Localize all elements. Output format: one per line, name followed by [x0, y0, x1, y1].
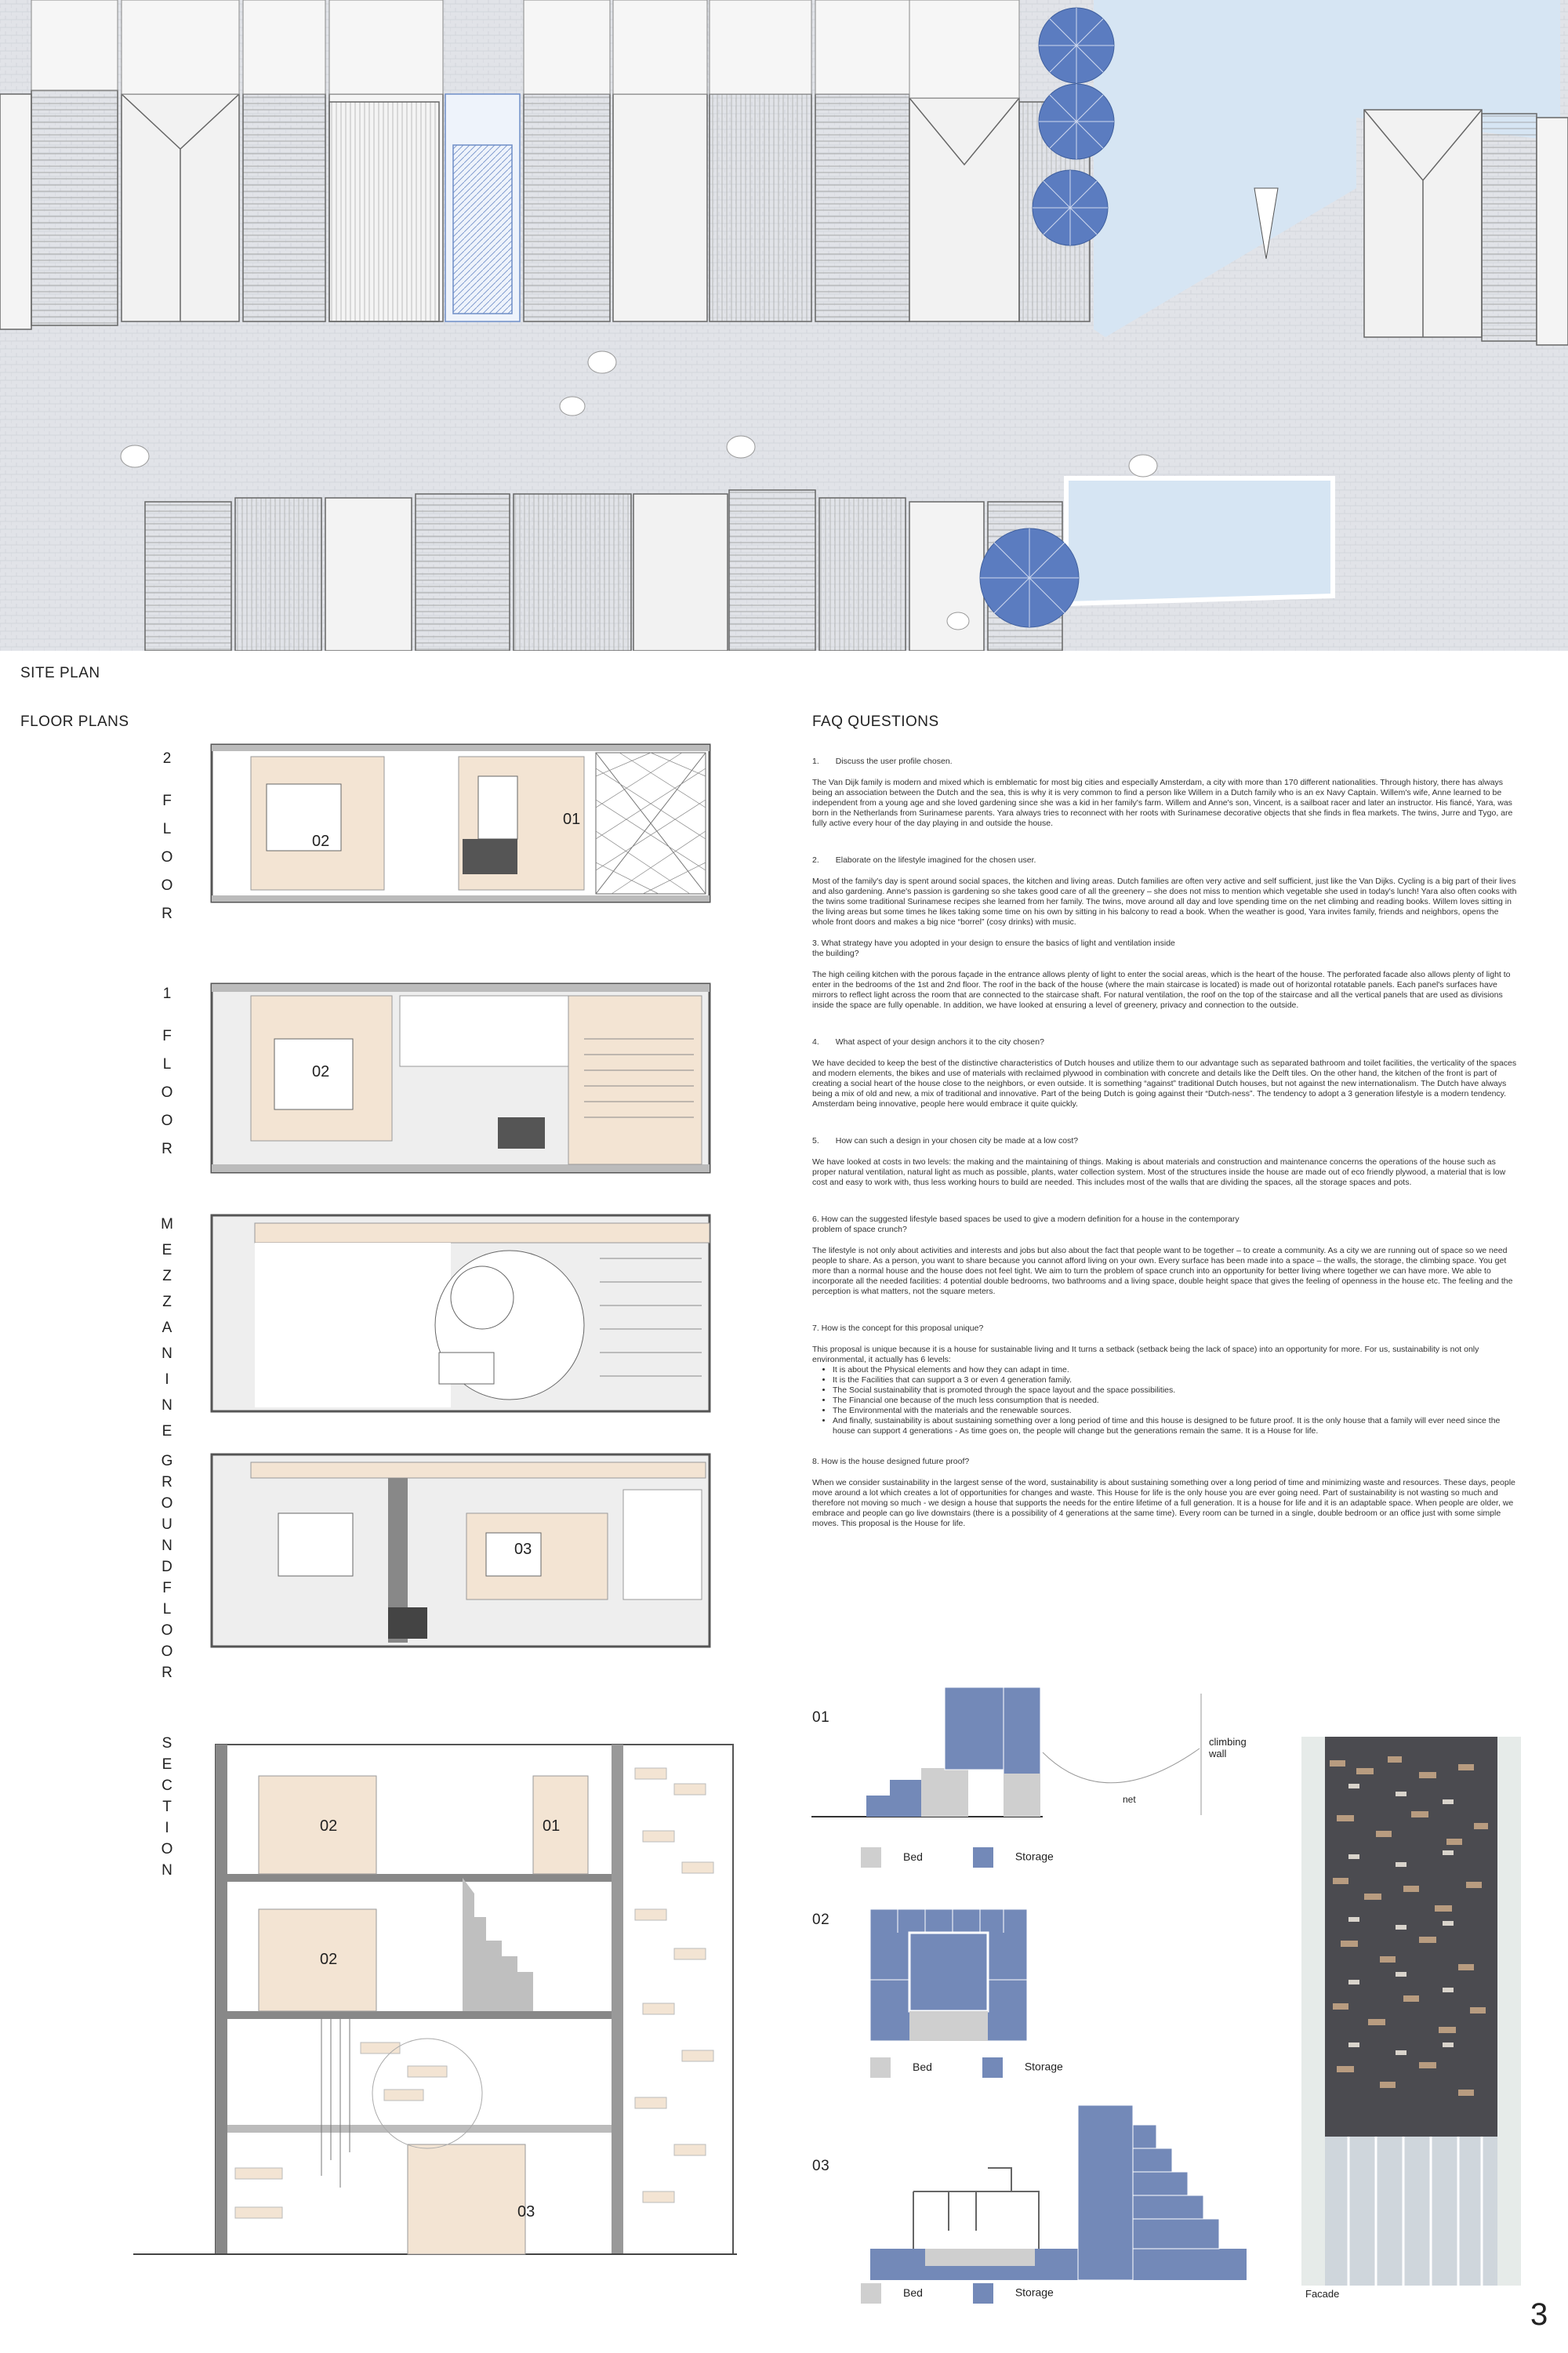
- floor-label-ground: G R O U N D F L O O R: [161, 1453, 173, 1681]
- faq-answer: This proposal is unique because it is a house for sustainable living and It turns a setback (setback being the lack of space) into an opportunity for more. For us, sustainability is not only environmental, it actually has 6 levels:: [812, 1345, 1479, 1364]
- list-item: • The Financial one because of the much less consumption that is needed.: [833, 1396, 1518, 1406]
- climbing-wall-label: climbing wall: [1209, 1736, 1247, 1759]
- faq-item-4: [812, 1037, 1518, 1109]
- floor-plan-mezzanine: [208, 1211, 713, 1419]
- bed-swatch: [861, 1847, 881, 1868]
- floor-label-mezzanine: M E Z Z A N I N E: [161, 1216, 173, 1440]
- section-room-01: 01: [543, 1817, 561, 1835]
- legend-02: Bed Storage: [870, 2057, 1063, 2078]
- faq-question: 1. Discuss the user profile chosen.: [812, 757, 953, 766]
- faq-question: 2. Elaborate on the lifestyle imagined for the chosen user.: [812, 855, 1036, 865]
- legend-01: Bed Storage: [861, 1847, 1054, 1868]
- faq-answer: We have decided to keep the best of the distinctive characteristics of Dutch houses and utilize them to our advantage such as separated bathroom and toilet facilities, the verticality of the spaces and modern elements, the bikes and use of materials with reclaimed plywood in combination with concrete and details like the Delft tiles. On the other hand, the kitchen of the front is part of creating a social heart of the house close to the neighbors, or even outside. It is something “against” traditional Dutch houses, but not against the new internationalism. The Dutch have always being a mix of old and new, a mix of traditional and innovative. Part of the being Dutch is going against their “Dutch-ness”. The tendency to adopt a 3 generation lifestyle is a modern tendency. Amsterdam being innovative, people here would embrace it quite quickly.: [812, 1058, 1517, 1109]
- room-02: 02: [312, 833, 330, 850]
- section-room-02-mid: 02: [320, 1951, 338, 1968]
- faq-question: 3. What strategy have you adopted in your design to ensure the basics of light and ventilation inside the building?: [812, 939, 1175, 958]
- faq-item-1: [812, 757, 1518, 829]
- faq-question: 7. How is the concept for this proposal unique?: [812, 1324, 984, 1333]
- floor-plan-ground: [208, 1451, 713, 1650]
- faq-item-2: [812, 855, 1518, 928]
- list-item: • It is the Facilities that can support a 3 or even 4 generation family.: [833, 1375, 1518, 1385]
- faq-title: FAQ QUESTIONS: [812, 714, 939, 730]
- list-item: • It is about the Physical elements and how they can adapt in time.: [833, 1365, 1518, 1375]
- list-item: • The Social sustainability that is promoted through the space layout and the space possibilities.: [833, 1385, 1518, 1396]
- faq-item-7: [812, 1324, 1518, 1436]
- list-item: • And finally, sustainability is about sustaining something over a long period of time and this house is designed to be future proof. It is the only house that a family will ever need since the house can support 4 generations - As time goes on, the people will change but the generations remain the same. It is a House for life.: [833, 1416, 1518, 1436]
- faq-answer: The Van Dijk family is modern and mixed which is emblematic for most big cities and especially Amsterdam, a city with more than 170 different nationalities. Through history, there has always being an association between the Dutch and the sea, this is why it is very common to find a person like Willem in a Dutch family who is an ex Navy Captain. Willem's wife, Anne learned to be independent from a young age and she loved gardening since she was a kid in her family's farm. Willem and Anne's son, Vincent, is a sailboat racer and later an instructor. His fiancé, Yara, was born in the Netherlands from Surinamese parents. Yara always tries to reconnect with her roots with Surinamese decorative objects that she finds in flea markets. The twins, Jurre and Tygo, are fully active every hour of the day playing in and outside the house.: [812, 778, 1513, 828]
- diagram-num-02: 02: [812, 1912, 830, 1928]
- faq-item-8: [812, 1457, 1518, 1529]
- legend-03: Bed Storage: [861, 2283, 1054, 2304]
- floor-label-2: 2 F L O O R: [161, 750, 173, 922]
- faq-item-5: [812, 1136, 1518, 1188]
- storage-diagram-02: [862, 1901, 1035, 2043]
- diagram-num-03: 03: [812, 2158, 830, 2174]
- net-label: net: [1123, 1794, 1136, 1805]
- floor-plan-2: [208, 729, 713, 917]
- faq-question: 5. How can such a design in your chosen city be made at a low cost?: [812, 1136, 1079, 1146]
- faq-item-6: [812, 1215, 1518, 1297]
- sustainability-list: [812, 1365, 1518, 1436]
- section-room-03: 03: [517, 2203, 535, 2220]
- faq-answer: When we consider sustainability in the largest sense of the word, sustainability is about sustaining something over a long period of time and minimizing waste and resources. These days, people move around a lot which creates a lot of opportunities for changes and waste. This House for life is the only house you are ever going need. Part of sustainability is not wasting so much and therefore not moving so much - we design a house that supports the needs for the entire lifetime of a full generation. It is a house for life and it is an adaptable space. When people are older, we embrace and people can go live downstairs (there is a possibility of 4 generations at the same time). Every room can be turned in a single, double bedroom or an office just with some simple moves. This proposal is the House for life.: [812, 1478, 1515, 1528]
- page-number: 3: [1530, 2297, 1548, 2332]
- faq-question: 4. What aspect of your design anchors it to the city chosen?: [812, 1037, 1044, 1047]
- faq-item-3: [812, 939, 1518, 1011]
- section-label: S E C T I O N: [161, 1735, 173, 1879]
- faq-question: 8. How is the house designed future proof?: [812, 1457, 970, 1466]
- section-drawing: [125, 1737, 745, 2266]
- faq-answer: We have looked at costs in two levels: the making and the maintaining of things. Making is about materials and construction and maintenance concerns the operations of the house such as proper natural ventilation, natural light as much as possible, plants, water collection system. Most of the structures inside the house are made out of eco friendly plywood, a material that is low cost and easy to work with, thus less working hours to build are needed. This includes most of the walls that are dividing the spaces, all the storage spaces and pots.: [812, 1157, 1506, 1187]
- faq-section: [812, 757, 1518, 1556]
- diagram-num-01: 01: [812, 1709, 830, 1726]
- faq-answer: The lifestyle is not only about activities and interests and jobs but also about the fact that people want to be together – to create a community. As a city we are running out of space so we need people to share. As a person, you want to share because you cannot afford living on your own. Every surface has been made into a space – the walls, the storage, the climbing space. You get more than a normal house and the house does not feel tight. We aim to turn the problem of space crunch into an opportunity for better living where together we can have more. We able to incorporate all the needed facilities: 4 potential double bedrooms, two bathrooms and a living space, double height space that gives the feeling of openness in the house etc. The feeling and the perception is what matters, not the square meters.: [812, 1246, 1513, 1296]
- room-03: 03: [514, 1541, 532, 1558]
- floor-label-1: 1 F L O O R: [161, 986, 173, 1157]
- faq-answer: Most of the family's day is spent around social spaces, the kitchen and living areas. Dutch families are often very active and self sufficient, just like the Van Dijks. Cycling is a big part of their lives and also gardening. Anne's passion is gardening so she takes good care of all the greenery – she does not miss to mention which vegetable she used in today's lunch! Yara also often cooks with the twins some traditional Surinamese recipes she learned from her family. The twins, move around all day and love spending time on the net climbing and reading books. Willem loves sitting in the living areas but some times he likes taking some time on his own by sitting in his balcony to read a book. When the weather is good, Yara invites family, friends and neighbors, opens the whole front doors and makes a big nice “borrel” (cosy drinks) with music.: [812, 877, 1517, 927]
- room-01: 01: [563, 811, 581, 828]
- section-room-02-top: 02: [320, 1817, 338, 1835]
- site-plan-label: SITE PLAN: [20, 665, 100, 681]
- floor-plan-1: [208, 976, 713, 1180]
- faq-question: 6. How can the suggested lifestyle based spaces be used to give a modern definition for a house in the contemporary problem of space crunch?: [812, 1215, 1240, 1234]
- facade-label: Facade: [1305, 2288, 1340, 2300]
- room-02-first: 02: [312, 1063, 330, 1080]
- storage-diagram-03: [870, 2090, 1262, 2286]
- faq-answer: The high ceiling kitchen with the porous façade in the entrance allows plenty of light to enter the social areas, which is the heart of the house. The perforated facade also allows plenty of light to enter in the bedrooms of the 1st and 2nd floor. The roof in the back of the house (where the main staircase is located) is made out of horizontal rotatable panels. Each panel's surfaces have mirrors to reflect light across the room that are connected to the staircase shaft. For natural ventilation, the roof on the top of the staircase and all the vertical panels that are used as divisions inside the space are fully openable. In addition, we have looked at ensuring a level of greenery, privacy and connection to the outside.: [812, 970, 1511, 1010]
- site-plan-drawing: [0, 0, 1568, 651]
- storage-swatch: [973, 1847, 993, 1868]
- facade-drawing: [1301, 1737, 1521, 2286]
- floor-plans-label: FLOOR PLANS: [20, 714, 129, 730]
- list-item: • The Environmental with the materials and the renewable sources.: [833, 1406, 1518, 1416]
